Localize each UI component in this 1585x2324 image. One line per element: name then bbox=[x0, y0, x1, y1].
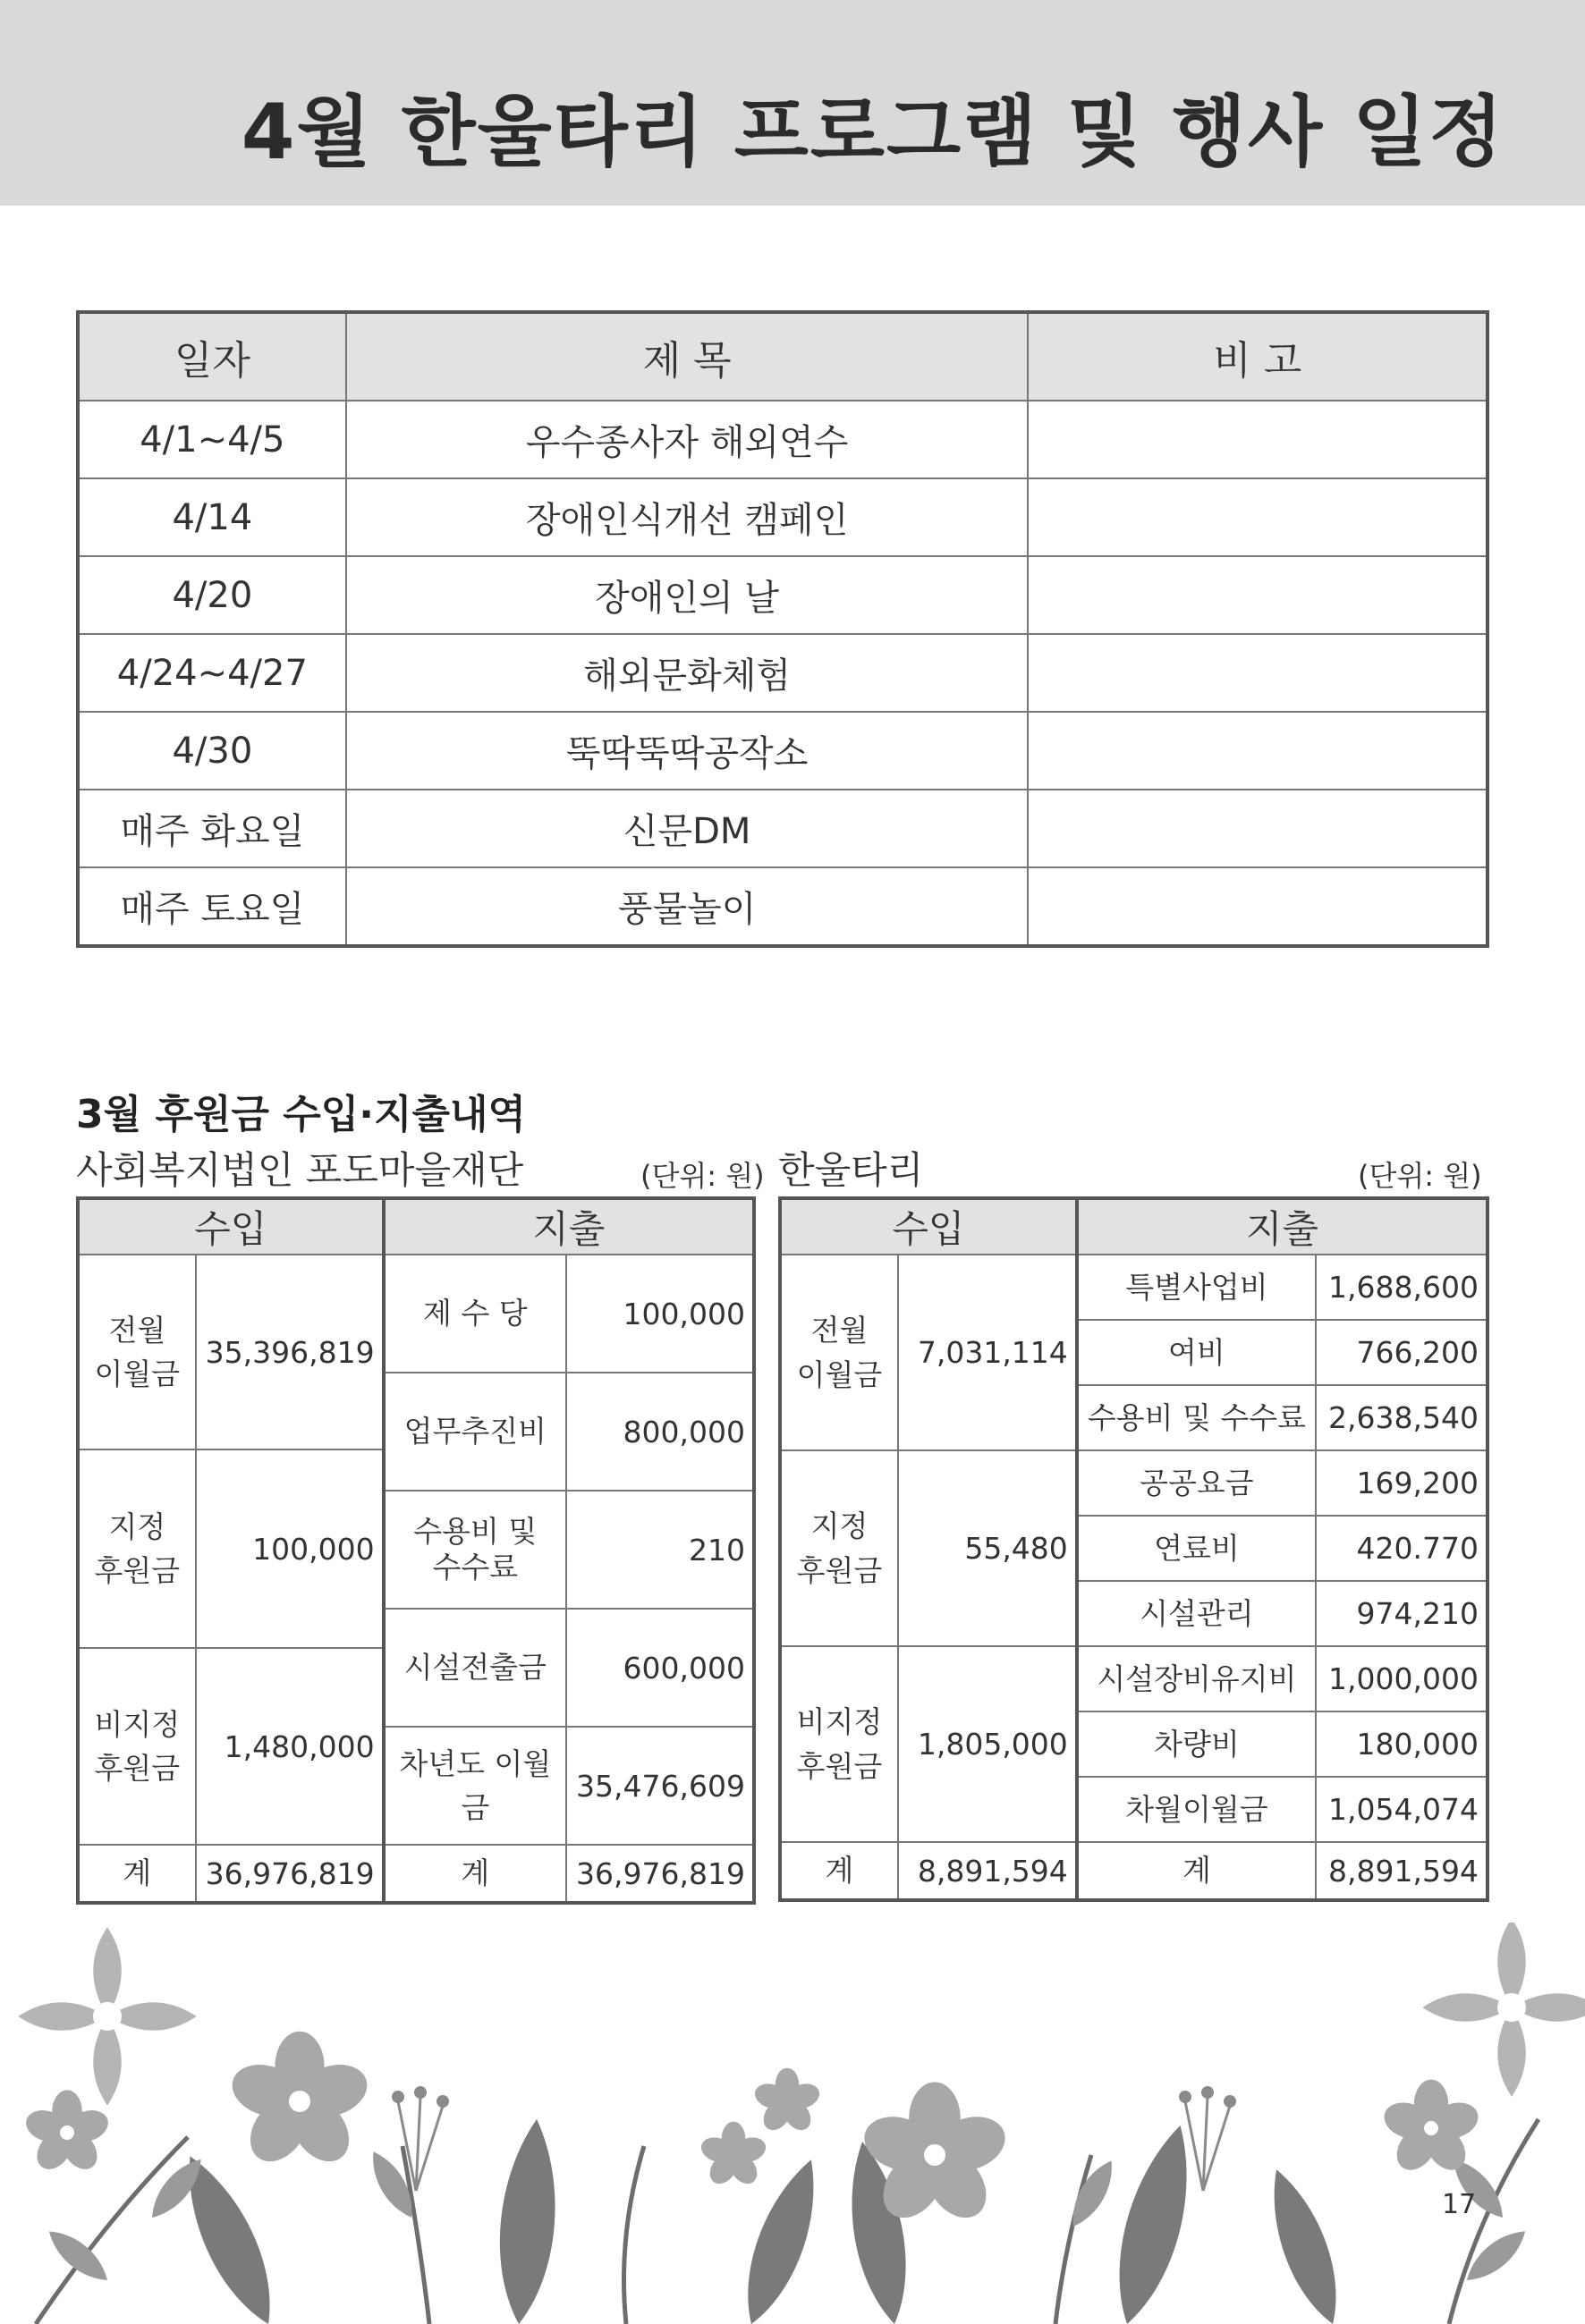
page-header bbox=[0, 0, 1585, 206]
table-row bbox=[78, 478, 1488, 556]
expense-amount: 210 bbox=[566, 1491, 754, 1609]
expense-label: 업무추진비 bbox=[384, 1373, 566, 1491]
column-header-title: 제 목 bbox=[346, 312, 1029, 401]
expense-header: 지출 bbox=[384, 1198, 754, 1255]
schedule-title: 풍물놀이 bbox=[346, 867, 1029, 946]
expense-amount: 100,000 bbox=[566, 1255, 754, 1373]
right-finance-table bbox=[778, 1196, 1489, 1902]
income-header: 수입 bbox=[78, 1198, 384, 1255]
left-unit-label: (단위: 원) bbox=[640, 1159, 765, 1193]
schedule-table bbox=[76, 310, 1489, 948]
schedule-date: 매주 화요일 bbox=[78, 790, 346, 867]
table-row bbox=[78, 401, 1488, 478]
schedule-date: 4/24~4/27 bbox=[78, 634, 346, 712]
schedule-header-row bbox=[78, 312, 1488, 401]
expense-label: 수용비 및 수수료 bbox=[1077, 1385, 1316, 1450]
expense-amount: 2,638,540 bbox=[1316, 1385, 1488, 1450]
expense-amount: 974,210 bbox=[1316, 1581, 1488, 1646]
income-label: 비지정 후원금 bbox=[780, 1646, 898, 1842]
schedule-title: 장애인식개선 캠페인 bbox=[346, 478, 1029, 556]
income-label: 지정 후원금 bbox=[780, 1450, 898, 1646]
income-total-label: 계 bbox=[780, 1842, 898, 1900]
left-finance-table bbox=[76, 1196, 756, 1905]
table-row bbox=[78, 556, 1488, 634]
flower-leaf-pattern-icon bbox=[0, 1923, 1585, 2324]
expense-amount: 1,000,000 bbox=[1316, 1646, 1488, 1711]
schedule-date: 4/14 bbox=[78, 478, 346, 556]
column-header-note: 비 고 bbox=[1028, 312, 1488, 401]
expense-label: 제 수 당 bbox=[384, 1255, 566, 1373]
income-label: 전월 이월금 bbox=[780, 1255, 898, 1450]
expense-label: 수용비 및 수수료 bbox=[384, 1491, 566, 1609]
expense-amount: 35,476,609 bbox=[566, 1727, 754, 1845]
schedule-title: 장애인의 날 bbox=[346, 556, 1029, 634]
expense-amount: 1,688,600 bbox=[1316, 1255, 1488, 1320]
expense-label: 시설전출금 bbox=[384, 1609, 566, 1727]
table-row bbox=[78, 867, 1488, 946]
finance-section-title: 3월 후원금 수입·지출내역 bbox=[76, 1092, 527, 1137]
page-number: 17 bbox=[1442, 2189, 1477, 2220]
income-header: 수입 bbox=[780, 1198, 1077, 1255]
schedule-date: 매주 토요일 bbox=[78, 867, 346, 946]
expense-total-label: 계 bbox=[1077, 1842, 1316, 1900]
schedule-note bbox=[1028, 556, 1488, 634]
table-row bbox=[78, 634, 1488, 712]
schedule-date: 4/30 bbox=[78, 712, 346, 790]
income-label: 지정 후원금 bbox=[78, 1449, 196, 1648]
income-amount: 1,805,000 bbox=[898, 1646, 1077, 1842]
schedule-date: 4/1~4/5 bbox=[78, 401, 346, 478]
income-amount: 55,480 bbox=[898, 1450, 1077, 1646]
expense-amount: 600,000 bbox=[566, 1609, 754, 1727]
income-amount: 1,480,000 bbox=[196, 1648, 384, 1845]
expense-amount: 169,200 bbox=[1316, 1450, 1488, 1516]
schedule-note bbox=[1028, 634, 1488, 712]
schedule-note bbox=[1028, 478, 1488, 556]
expense-label: 차년도 이월금 bbox=[384, 1727, 566, 1845]
income-label: 전월 이월금 bbox=[78, 1255, 196, 1449]
right-unit-label: (단위: 원) bbox=[1358, 1159, 1482, 1193]
expense-amount: 420.770 bbox=[1316, 1516, 1488, 1581]
expense-label: 공공요금 bbox=[1077, 1450, 1316, 1516]
schedule-title: 신문DM bbox=[346, 790, 1029, 867]
expense-label: 시설관리 bbox=[1077, 1581, 1316, 1646]
expense-label: 차월이월금 bbox=[1077, 1777, 1316, 1842]
table-row bbox=[78, 712, 1488, 790]
income-total: 36,976,819 bbox=[196, 1845, 384, 1903]
expense-total: 36,976,819 bbox=[566, 1845, 754, 1903]
column-header-date: 일자 bbox=[78, 312, 346, 401]
expense-label: 여비 bbox=[1077, 1320, 1316, 1385]
expense-amount: 800,000 bbox=[566, 1373, 754, 1491]
expense-total: 8,891,594 bbox=[1316, 1842, 1488, 1900]
left-org-name: 사회복지법인 포도마을재단 bbox=[76, 1148, 524, 1192]
schedule-date: 4/20 bbox=[78, 556, 346, 634]
schedule-note bbox=[1028, 401, 1488, 478]
schedule-note bbox=[1028, 712, 1488, 790]
expense-label: 연료비 bbox=[1077, 1516, 1316, 1581]
expense-label: 차량비 bbox=[1077, 1711, 1316, 1777]
right-org-name: 한울타리 bbox=[778, 1148, 924, 1192]
expense-header: 지출 bbox=[1077, 1198, 1488, 1255]
income-amount: 7,031,114 bbox=[898, 1255, 1077, 1450]
table-row bbox=[78, 790, 1488, 867]
expense-amount: 1,054,074 bbox=[1316, 1777, 1488, 1842]
page-title: 4월 한울타리 프로그램 및 행사 일정 bbox=[241, 88, 1505, 177]
schedule-title: 뚝딱뚝딱공작소 bbox=[346, 712, 1029, 790]
expense-amount: 766,200 bbox=[1316, 1320, 1488, 1385]
expense-label: 특별사업비 bbox=[1077, 1255, 1316, 1320]
schedule-note bbox=[1028, 867, 1488, 946]
expense-total-label: 계 bbox=[384, 1845, 566, 1903]
income-total: 8,891,594 bbox=[898, 1842, 1077, 1900]
income-amount: 35,396,819 bbox=[196, 1255, 384, 1449]
schedule-note bbox=[1028, 790, 1488, 867]
expense-amount: 180,000 bbox=[1316, 1711, 1488, 1777]
income-total-label: 계 bbox=[78, 1845, 196, 1903]
schedule-title: 우수종사자 해외연수 bbox=[346, 401, 1029, 478]
expense-label: 시설장비유지비 bbox=[1077, 1646, 1316, 1711]
income-amount: 100,000 bbox=[196, 1449, 384, 1648]
schedule-title: 해외문화체험 bbox=[346, 634, 1029, 712]
income-label: 비지정 후원금 bbox=[78, 1648, 196, 1845]
